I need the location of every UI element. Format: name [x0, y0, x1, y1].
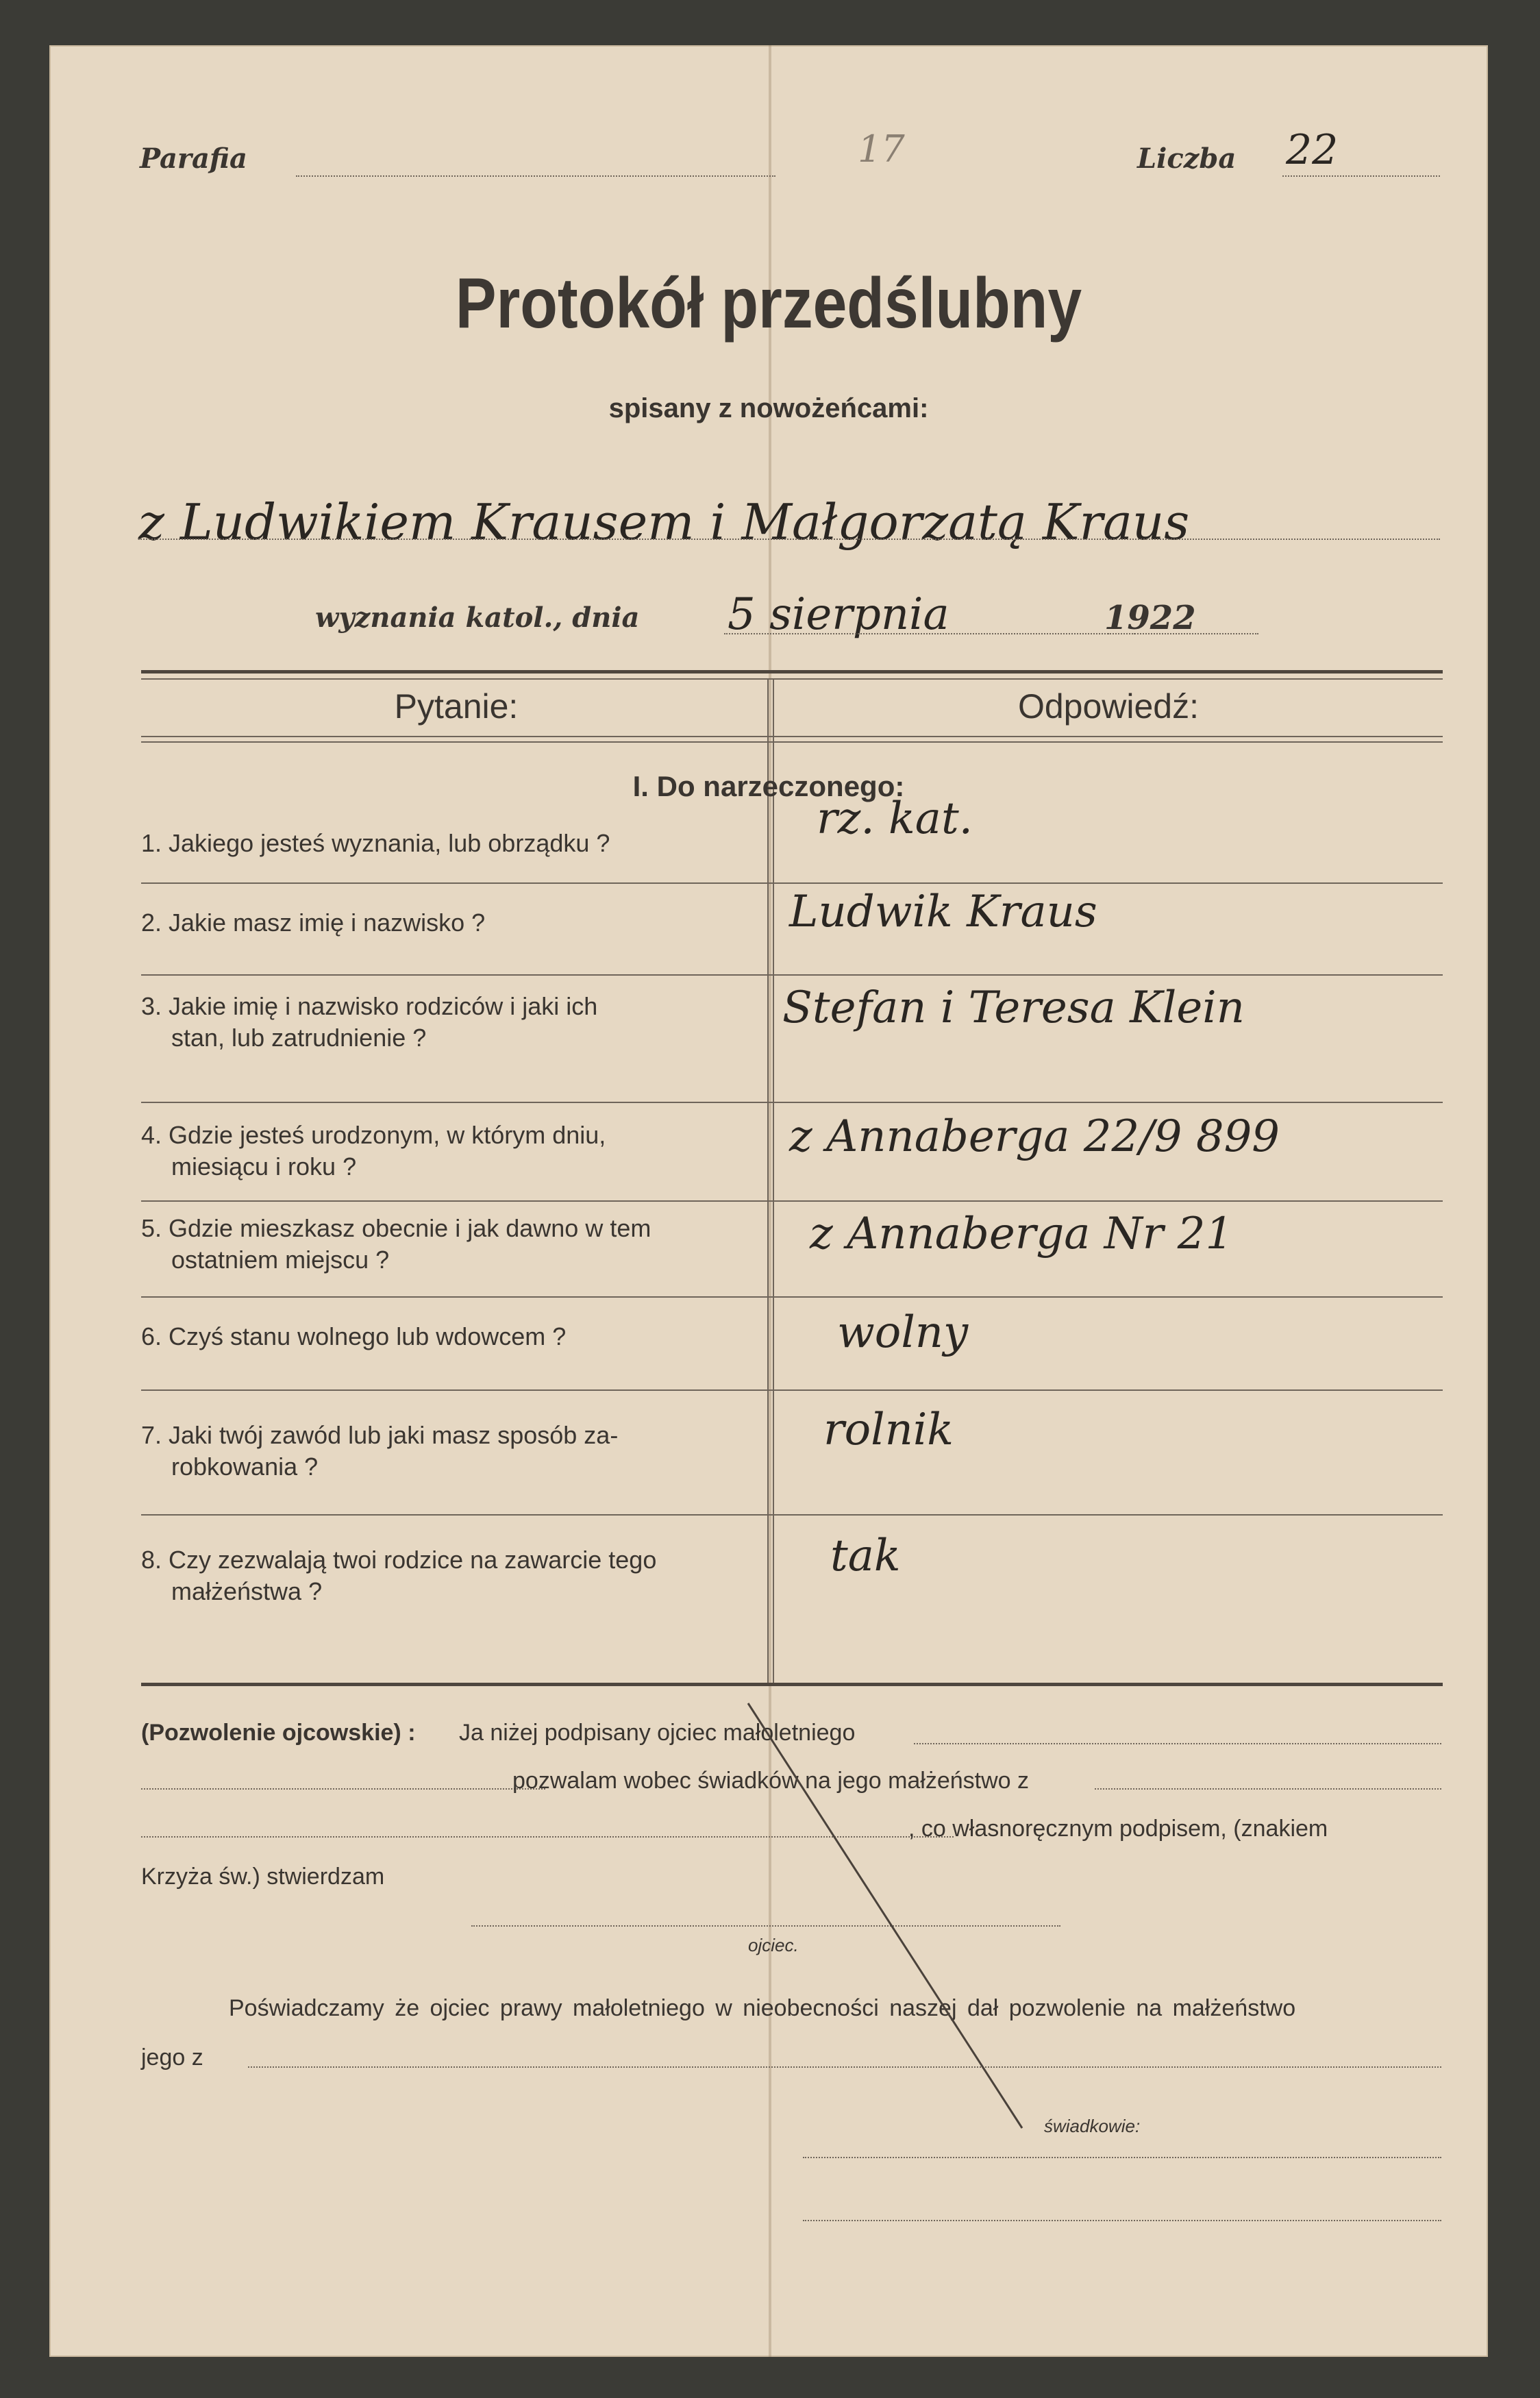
- section-title: I. Do narzeczonego:: [632, 770, 905, 802]
- witness-statement: Poświadczamy że ojciec prawy małoletniego w nieobecności naszej dał pozwolenie na małżeństwo: [229, 1995, 1296, 2021]
- permission-line3: , co własnoręcznym podpisem, (znakiem: [908, 1816, 1328, 1842]
- liczba-value: 22: [1286, 126, 1339, 174]
- form-page: [49, 45, 1488, 2357]
- question-1: 1. Jakiego jesteś wyznania, lub obrządku ?: [141, 829, 610, 857]
- question-3-line1: 3. Jakie imię i nazwisko rodziców i jaki ich: [141, 992, 598, 1020]
- answer-5: z Annaberga Nr 21: [810, 1209, 1234, 1259]
- answer-8: tak: [830, 1531, 901, 1581]
- answer-1: rz. kat.: [817, 793, 973, 844]
- question-8-line2: małżeństwa ?: [171, 1577, 323, 1605]
- column-question-header: Pytanie:: [394, 687, 519, 726]
- answer-7: rolnik: [823, 1405, 954, 1455]
- question-5-line2: ostatniem miejscu ?: [171, 1246, 390, 1274]
- date-prefix: wyznania katol., dnia: [315, 602, 640, 634]
- question-3-line2: stan, lub zatrudnienie ?: [171, 1024, 427, 1052]
- page-subtitle: spisany z nowożeńcami:: [608, 393, 929, 423]
- permission-label: (Pozwolenie ojcowskie) :: [141, 1720, 416, 1746]
- answer-2: Ludwik Kraus: [789, 887, 1097, 937]
- permission-line2: pozwalam wobec świadków na jego małżeństwo z: [512, 1768, 1030, 1794]
- question-7-line2: robkowania ?: [171, 1453, 319, 1481]
- date-value: 5 sierpnia: [728, 589, 949, 640]
- year-value: 1922: [1104, 599, 1196, 637]
- witnesses-caption: świadkowie:: [1044, 2116, 1141, 2136]
- answer-4: z Annaberga 22/9 899: [789, 1111, 1280, 1162]
- couple-names: z Ludwikiem Krausem i Małgorzatą Kraus: [138, 493, 1190, 551]
- corner-note: 17: [858, 127, 905, 171]
- question-2: 2. Jakie masz imię i nazwisko ?: [141, 908, 486, 937]
- answer-3: Stefan i Teresa Klein: [782, 982, 1245, 1033]
- column-answer-header: Odpowiedź:: [1017, 687, 1200, 726]
- witness-statement-2: jego z: [141, 2044, 203, 2071]
- question-8-line1: 8. Czy zezwalają twoi rodzice na zawarcie tego: [141, 1546, 657, 1574]
- question-5-line1: 5. Gdzie mieszkasz obecnie i jak dawno w tem: [141, 1214, 651, 1242]
- liczba-label: Liczba: [1137, 143, 1237, 175]
- question-4-line1: 4. Gdzie jesteś urodzonym, w którym dniu,: [141, 1121, 606, 1149]
- page-title: Protokół przedślubny: [455, 264, 1082, 343]
- question-6: 6. Czyś stanu wolnego lub wdowcem ?: [141, 1322, 567, 1350]
- parafia-label: Parafia: [140, 143, 247, 175]
- father-caption: ojciec.: [748, 1935, 799, 1955]
- question-7-line1: 7. Jaki twój zawód lub jaki masz sposób za-: [141, 1421, 619, 1449]
- permission-line1: Ja niżej podpisany ojciec małoletniego: [459, 1720, 856, 1746]
- diagonal-pen-stroke: [49, 45, 1488, 2357]
- answer-6: wolny: [837, 1307, 969, 1358]
- question-4-line2: miesiącu i roku ?: [171, 1152, 357, 1181]
- permission-line4: Krzyża św.) stwierdzam: [141, 1864, 385, 1890]
